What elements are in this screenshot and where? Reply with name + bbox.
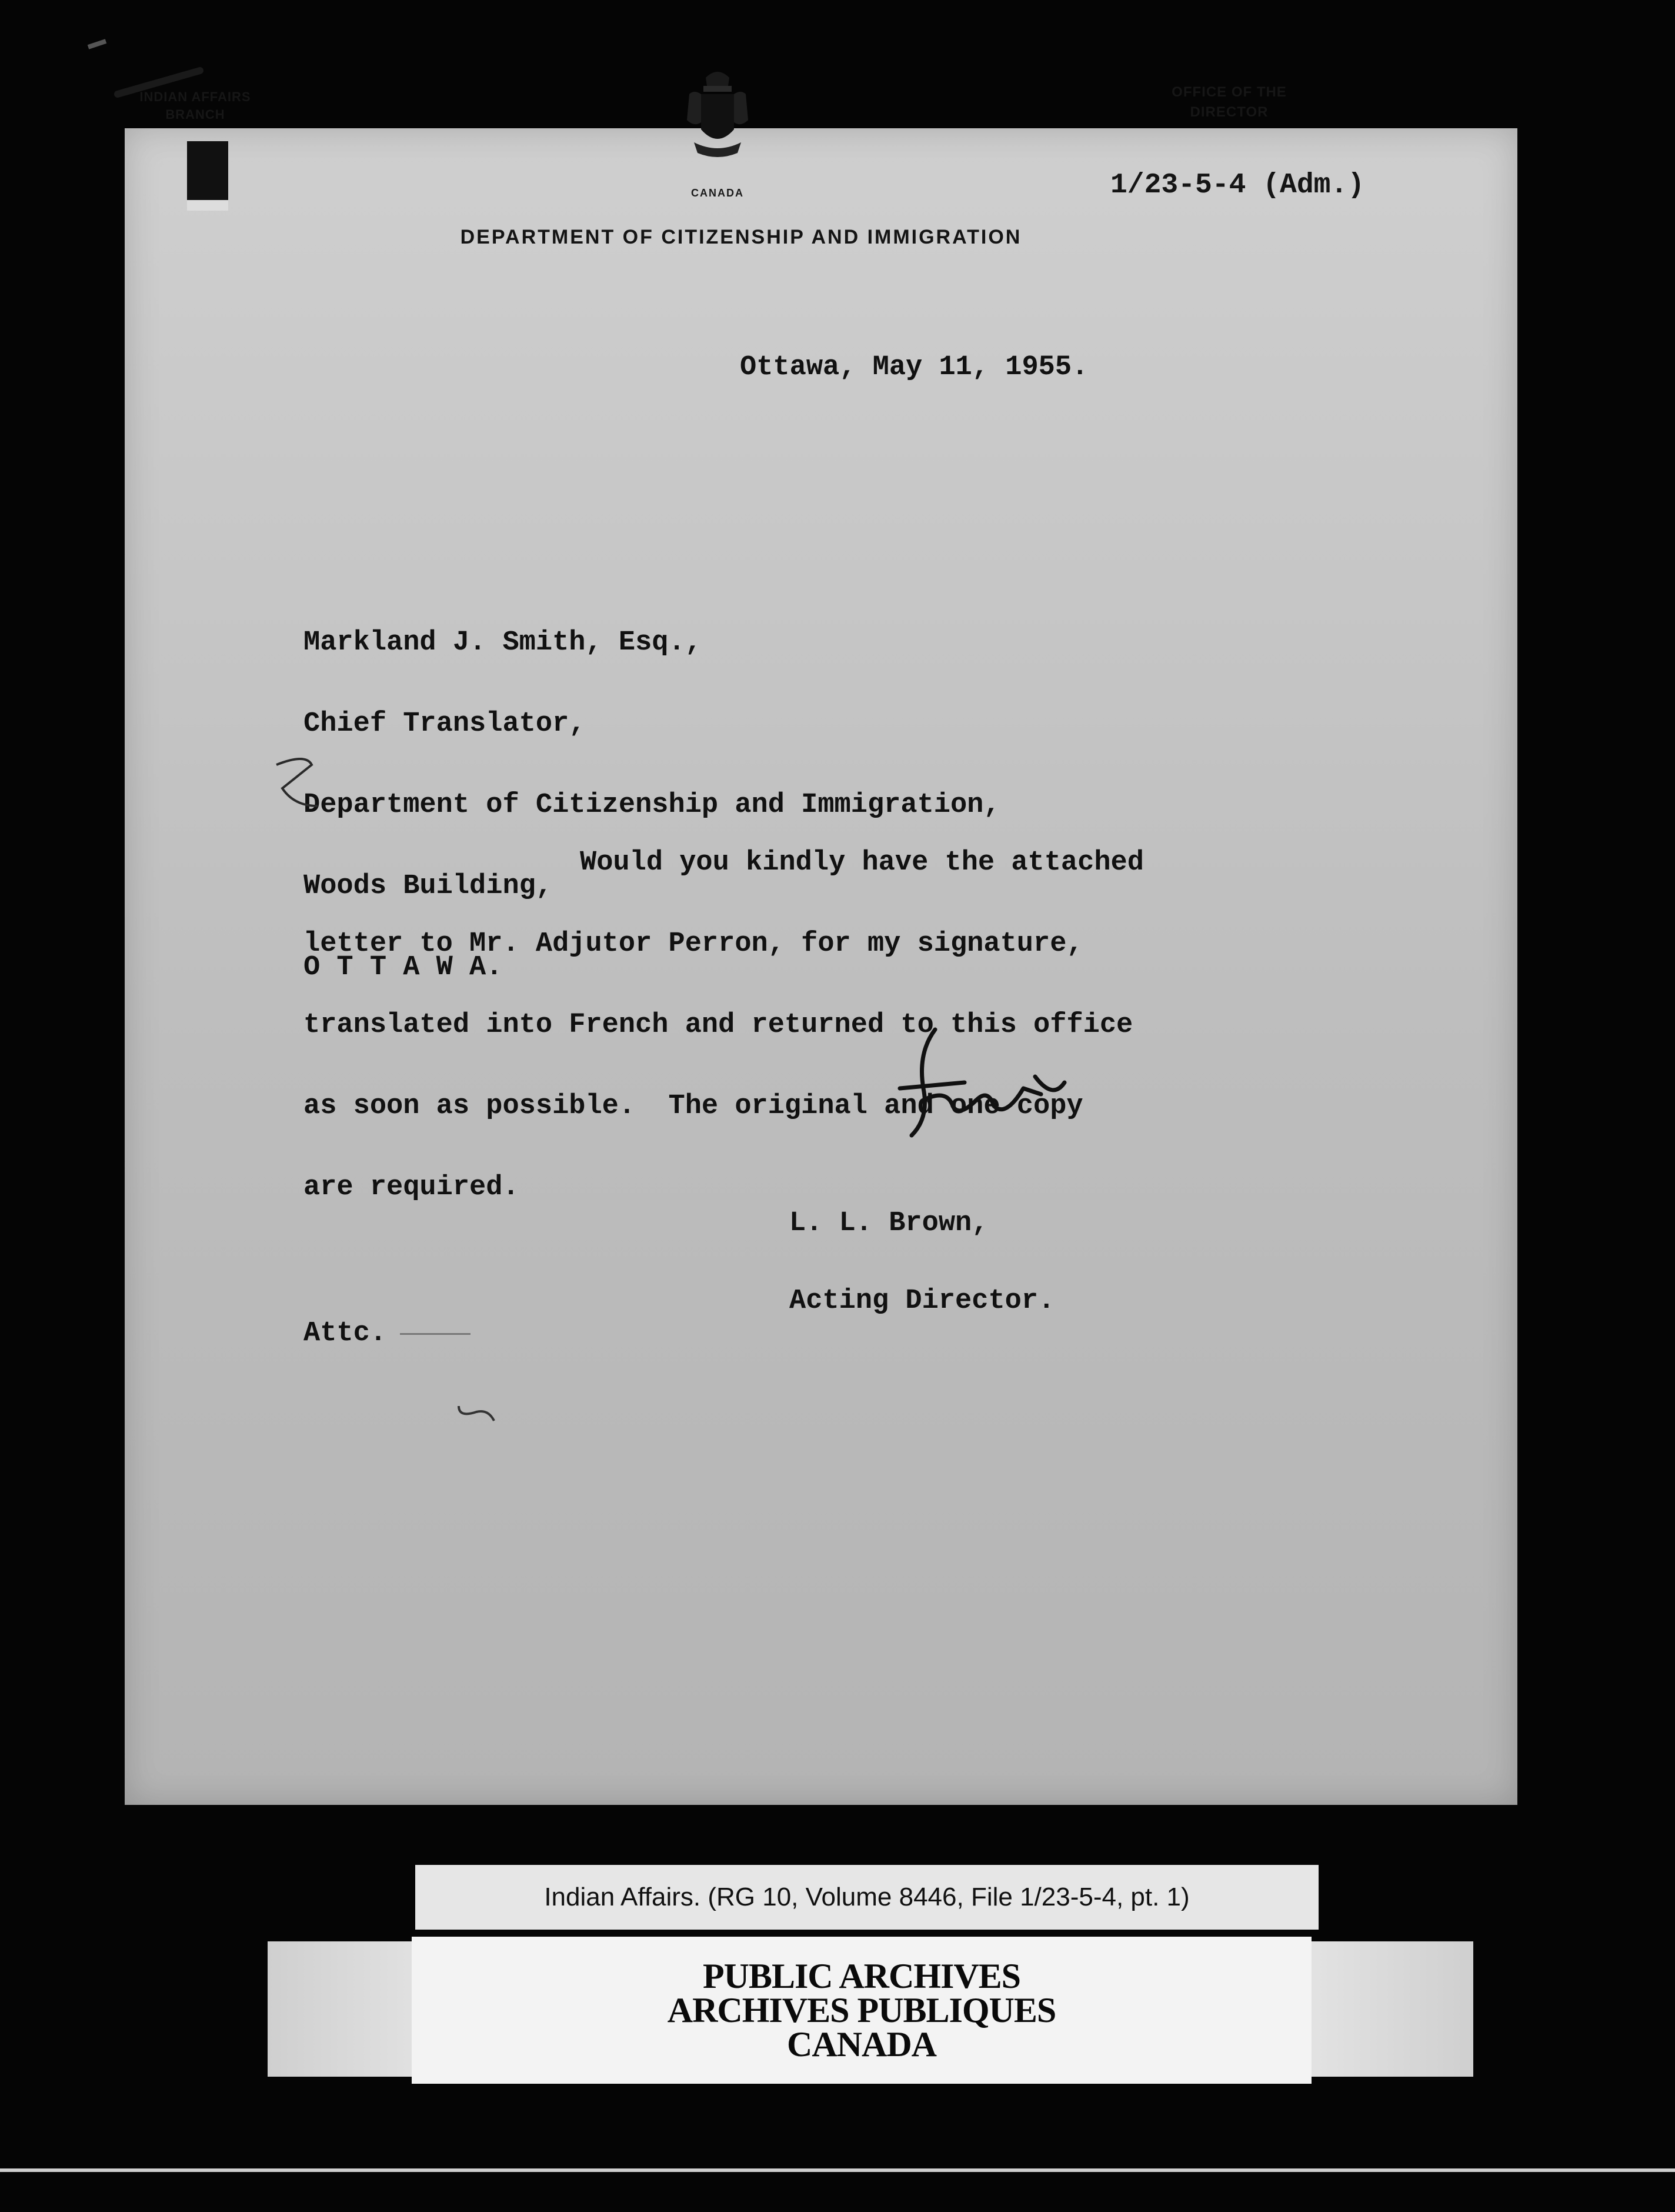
- body-line: are required.: [303, 1172, 519, 1203]
- signer-title: Acting Director.: [789, 1285, 1055, 1317]
- signer-name: L. L. Brown,: [789, 1208, 989, 1239]
- letterhead-office: [1153, 82, 1306, 122]
- archive-stamp-line: ARCHIVES PUBLIQUES: [667, 1991, 1056, 2030]
- recipient-line: Department of Citizenship and Immigration,: [303, 789, 1000, 821]
- enclosure-note: Attc.: [303, 1318, 387, 1349]
- archive-stamp-line: CANADA: [787, 2025, 936, 2064]
- letterhead-branch: [125, 88, 266, 124]
- crest-label: CANADA: [691, 187, 744, 199]
- letterhead-branch-line-2: BRANCH: [165, 107, 225, 122]
- recipient-line: O T T A W A.: [303, 952, 503, 983]
- letterhead-office-line-1: OFFICE OF THE: [1172, 84, 1287, 100]
- handwritten-tick-icon: [453, 1400, 506, 1435]
- department-title: DEPARTMENT OF CITIZENSHIP AND IMMIGRATION: [460, 226, 1022, 248]
- handwritten-signature: [829, 1018, 1088, 1159]
- enclosure-dash: [400, 1333, 471, 1335]
- recipient-line: Markland J. Smith, Esq.,: [303, 627, 702, 658]
- archive-stamp-line: PUBLIC ARCHIVES: [702, 1957, 1021, 1996]
- archive-reference-label: [415, 1865, 1319, 1930]
- file-reference: 1/23-5-4 (Adm.): [1110, 169, 1365, 201]
- recipient-line: Chief Translator,: [303, 708, 586, 739]
- recipient-line: Woods Building,: [303, 871, 553, 902]
- letterhead-branch-line-1: INDIAN AFFAIRS: [139, 89, 251, 104]
- body-line: as soon as possible. The original and one copy: [303, 1091, 1083, 1122]
- letter-date: Ottawa, May 11, 1955.: [740, 352, 1089, 383]
- archive-reference-text: Indian Affairs. (RG 10, Volume 8446, File 1/23-5-4, pt. 1): [544, 1883, 1190, 1911]
- body-line: Would you kindly have the attached: [580, 847, 1144, 878]
- canada-coat-of-arms-icon: [676, 66, 759, 166]
- tape-patch: [187, 141, 228, 211]
- film-edge-line: [0, 2168, 1675, 2172]
- signer-block: [789, 1159, 1055, 1340]
- letterhead-office-line-2: DIRECTOR: [1190, 104, 1269, 120]
- archive-stamp: [412, 1957, 1312, 2064]
- body-line: translated into French and returned to this office: [303, 1010, 1133, 1041]
- body-line: letter to Mr. Adjutor Perron, for my signature,: [303, 928, 1083, 960]
